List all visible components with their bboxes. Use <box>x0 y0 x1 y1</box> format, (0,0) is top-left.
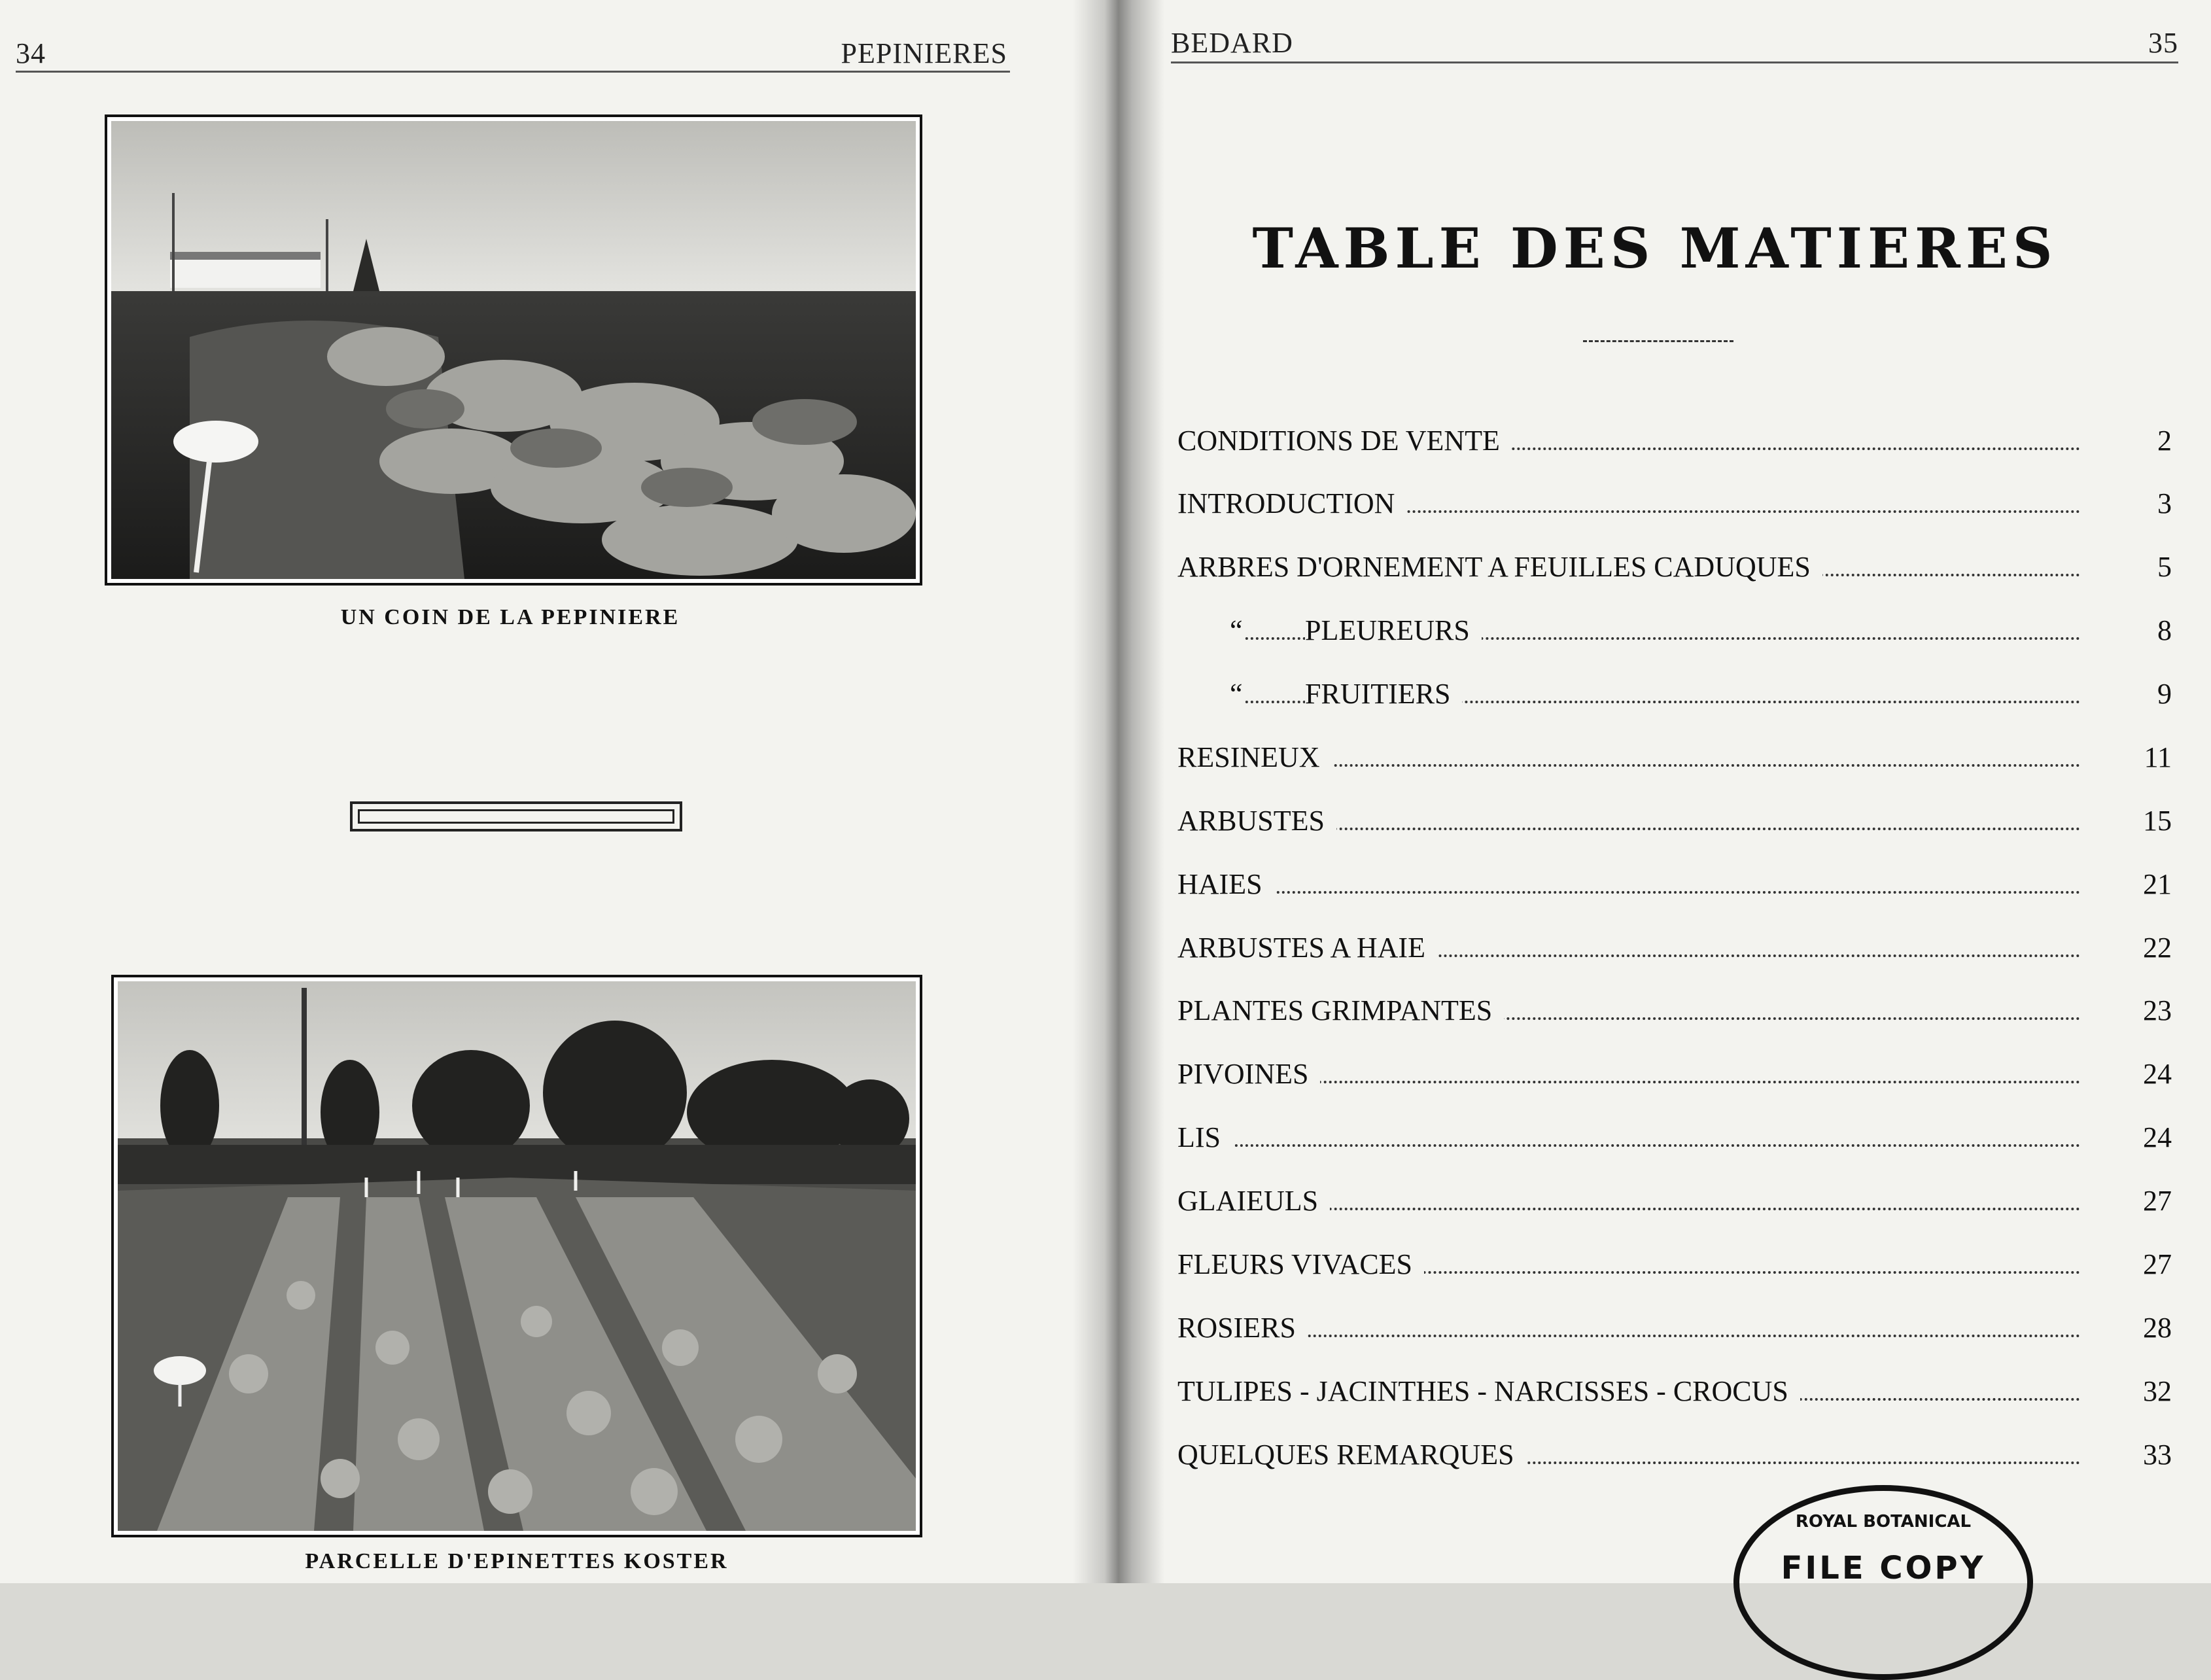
toc-entry-label: ARBRES D'ORNEMENT A FEUILLES CADUQUES <box>1177 550 1822 584</box>
toc-entry-page: 21 <box>2119 867 2172 901</box>
toc-entry <box>1177 989 2172 1034</box>
toc-entry-label: QUELQUES REMARQUES <box>1177 1438 1526 1471</box>
file-copy-stamp <box>1733 1485 2033 1680</box>
toc-entry <box>1177 1306 2172 1352</box>
left-header-rule <box>16 71 1010 73</box>
decorative-bar-inner <box>358 809 674 824</box>
toc-entry-label: TULIPES - JACINTHES - NARCISSES - CROCUS <box>1177 1374 1800 1408</box>
photo-bottom-caption: PARCELLE D'EPINETTES KOSTER <box>305 1549 729 1573</box>
toc-entry-page: 5 <box>2119 550 2172 584</box>
nursery-field-image <box>111 121 916 579</box>
toc-entry <box>1177 1433 2172 1479</box>
right-running-head: BEDARD <box>1171 27 1293 59</box>
toc-entry <box>1177 735 2172 781</box>
toc-entry <box>1177 926 2172 971</box>
toc-entry-page: 2 <box>2119 424 2172 457</box>
nursery-photo-top <box>105 114 922 586</box>
toc-subentry <box>1177 608 2172 654</box>
toc-entry <box>1177 1369 2172 1415</box>
toc-entry-label: ARBUSTES A HAIE <box>1177 931 1437 964</box>
toc-entry-page: 9 <box>2119 677 2172 710</box>
toc-dot-leader <box>1177 1144 2080 1147</box>
left-running-head: PEPINIERES <box>841 37 1007 69</box>
toc-entry-page: 27 <box>2119 1248 2172 1281</box>
toc-dot-leader <box>1177 891 2080 894</box>
right-header-rule <box>1171 61 2178 63</box>
toc-entry-label: GLAIEULS <box>1177 1184 1330 1217</box>
left-page-number: 34 <box>16 37 46 69</box>
toc-entry <box>1177 545 2172 591</box>
toc-entry-page: 3 <box>2119 487 2172 520</box>
spruce-plot-image <box>118 981 916 1531</box>
toc-subentry <box>1177 672 2172 718</box>
toc-dot-leader <box>1177 1335 2080 1337</box>
stamp-arc-text: ROYAL BOTANICAL <box>1795 1512 1972 1531</box>
toc-entry <box>1177 799 2172 845</box>
toc-entry-label: INTRODUCTION <box>1177 487 1406 520</box>
toc-ditto-mark: “ <box>1177 614 1243 647</box>
toc-entry-page: 24 <box>2119 1121 2172 1154</box>
toc-entry <box>1177 1179 2172 1225</box>
toc-entry <box>1177 1242 2172 1288</box>
toc-entry <box>1177 419 2172 464</box>
toc-entry-page: 33 <box>2119 1438 2172 1471</box>
toc-entry-page: 15 <box>2119 804 2172 837</box>
nursery-photo-bottom <box>111 975 922 1537</box>
decorative-bar <box>350 801 682 831</box>
photo-top-caption: UN COIN DE LA PEPINIERE <box>340 605 680 629</box>
toc-entry-page: 23 <box>2119 994 2172 1027</box>
toc-ditto-mark: “ <box>1177 677 1243 710</box>
book-gutter-shadow <box>1073 0 1164 1583</box>
toc-entry-label: ROSIERS <box>1177 1311 1308 1344</box>
title-dash-divider <box>1583 340 1733 342</box>
toc-entry-page: 28 <box>2119 1311 2172 1344</box>
toc-entry-page: 27 <box>2119 1184 2172 1217</box>
toc-entry <box>1177 1115 2172 1161</box>
toc-title: TABLE DES MATIERES <box>1252 216 2058 281</box>
stamp-main-text: FILE COPY <box>1781 1550 1986 1586</box>
left-page <box>0 0 1099 1583</box>
toc-entry-label: PIVOINES <box>1177 1057 1320 1091</box>
toc-entry-label: PLANTES GRIMPANTES <box>1177 994 1504 1027</box>
toc-entry-label: LIS <box>1177 1121 1232 1154</box>
toc-entry-page: 22 <box>2119 931 2172 964</box>
toc-entry-page: 32 <box>2119 1374 2172 1408</box>
toc-entry <box>1177 1052 2172 1098</box>
toc-entry <box>1177 481 2172 527</box>
toc-entry-label: ARBUSTES <box>1177 804 1336 837</box>
toc-entry-label: FRUITIERS <box>1305 677 1462 710</box>
right-page <box>1099 0 2211 1583</box>
toc-entry-page: 8 <box>2119 614 2172 647</box>
toc-entry-label: HAIES <box>1177 867 1274 901</box>
toc-entry-page: 11 <box>2119 741 2172 774</box>
toc-entry-label: PLEUREURS <box>1305 614 1482 647</box>
right-page-number: 35 <box>2148 27 2178 59</box>
toc-entry-label: FLEURS VIVACES <box>1177 1248 1424 1281</box>
toc-entry-page: 24 <box>2119 1057 2172 1091</box>
toc-entry-label: CONDITIONS DE VENTE <box>1177 424 1512 457</box>
toc-entry <box>1177 862 2172 908</box>
toc-entry-label: RESINEUX <box>1177 741 1332 774</box>
